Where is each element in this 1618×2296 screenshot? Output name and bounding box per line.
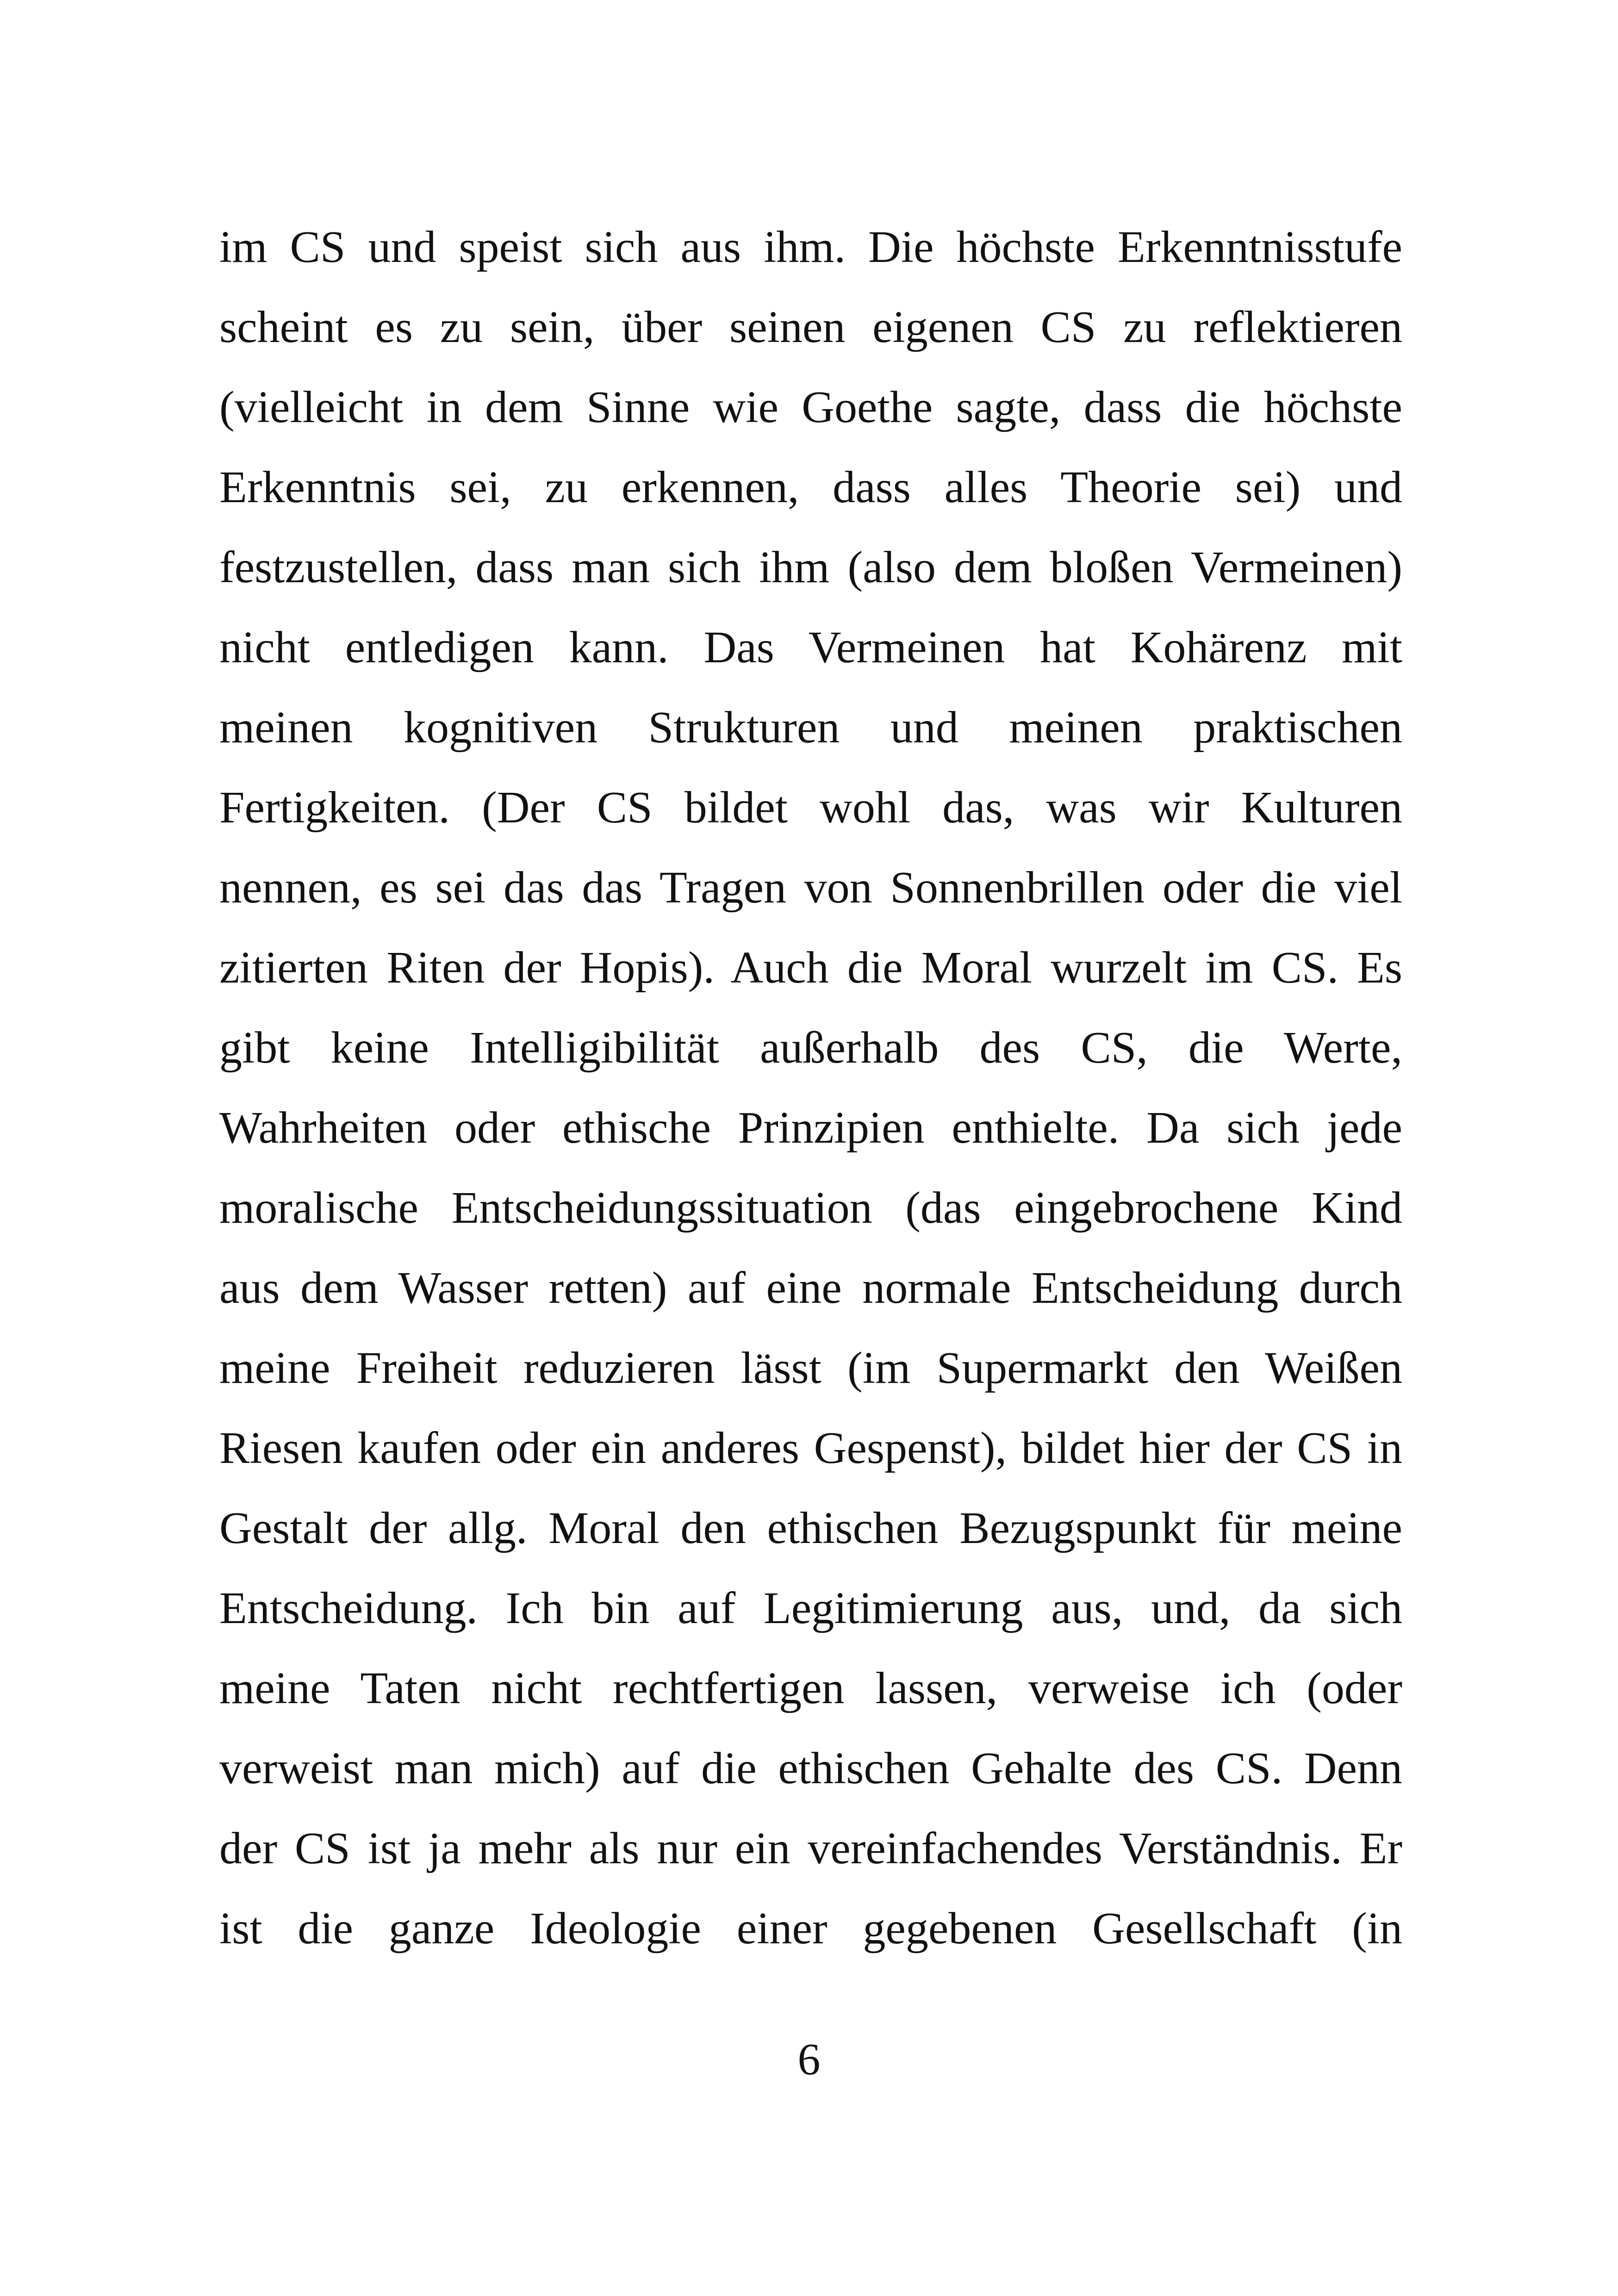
text-line-3: (vielleicht in dem Sinne wie Goethe sagte, dass die höchste bbox=[219, 382, 1402, 432]
text-line-7: meinen kognitiven Strukturen und meinen praktischen bbox=[219, 703, 1402, 753]
text-line-14: aus dem Wasser retten) auf eine normale Entscheidung durch bbox=[219, 1263, 1402, 1313]
text-line-9: nennen, es sei das das Tragen von Sonnenbrillen oder die viel bbox=[219, 863, 1402, 913]
text-line-17: Gestalt der allg. Moral den ethischen Bezugspunkt für meine bbox=[219, 1503, 1402, 1553]
text-line-19: meine Taten nicht rechtfertigen lassen, verweise ich (oder bbox=[219, 1663, 1402, 1713]
text-line-18: Entscheidung. Ich bin auf Legitimierung aus, und, da sich bbox=[219, 1583, 1402, 1633]
text-line-5: festzustellen, dass man sich ihm (also dem bloßen Vermeinen) bbox=[219, 542, 1402, 592]
text-line-11: gibt keine Intelligibilität außerhalb des CS, die Werte, bbox=[219, 1023, 1402, 1073]
text-line-13: moralische Entscheidungssituation (das eingebrochene Kind bbox=[219, 1183, 1402, 1233]
text-line-15: meine Freiheit reduzieren lässt (im Supermarkt den Weißen bbox=[219, 1343, 1402, 1393]
body-text bbox=[219, 207, 1402, 1969]
text-line-6: nicht entledigen kann. Das Vermeinen hat Kohärenz mit bbox=[219, 622, 1402, 672]
text-line-12: Wahrheiten oder ethische Prinzipien enthielte. Da sich jede bbox=[219, 1103, 1402, 1153]
text-line-16: Riesen kaufen oder ein anderes Gespenst), bildet hier der CS in bbox=[219, 1423, 1402, 1473]
text-line-21: der CS ist ja mehr als nur ein vereinfachendes Verständnis. Er bbox=[219, 1823, 1402, 1873]
page-number: 6 bbox=[797, 2035, 821, 2084]
text-line-4: Erkenntnis sei, zu erkennen, dass alles Theorie sei) und bbox=[219, 462, 1402, 512]
text-line-22: ist die ganze Ideologie einer gegebenen Gesellschaft (in bbox=[219, 1904, 1402, 1954]
text-line-8: Fertigkeiten. (Der CS bildet wohl das, was wir Kulturen bbox=[219, 783, 1402, 833]
text-line-2: scheint es zu sein, über seinen eigenen CS zu reflektieren bbox=[219, 302, 1402, 352]
text-line-20: verweist man mich) auf die ethischen Gehalte des CS. Denn bbox=[219, 1743, 1402, 1793]
text-line-1: im CS und speist sich aus ihm. Die höchste Erkenntnisstufe bbox=[219, 222, 1402, 272]
text-line-10: zitierten Riten der Hopis). Auch die Moral wurzelt im CS. Es bbox=[219, 943, 1402, 993]
